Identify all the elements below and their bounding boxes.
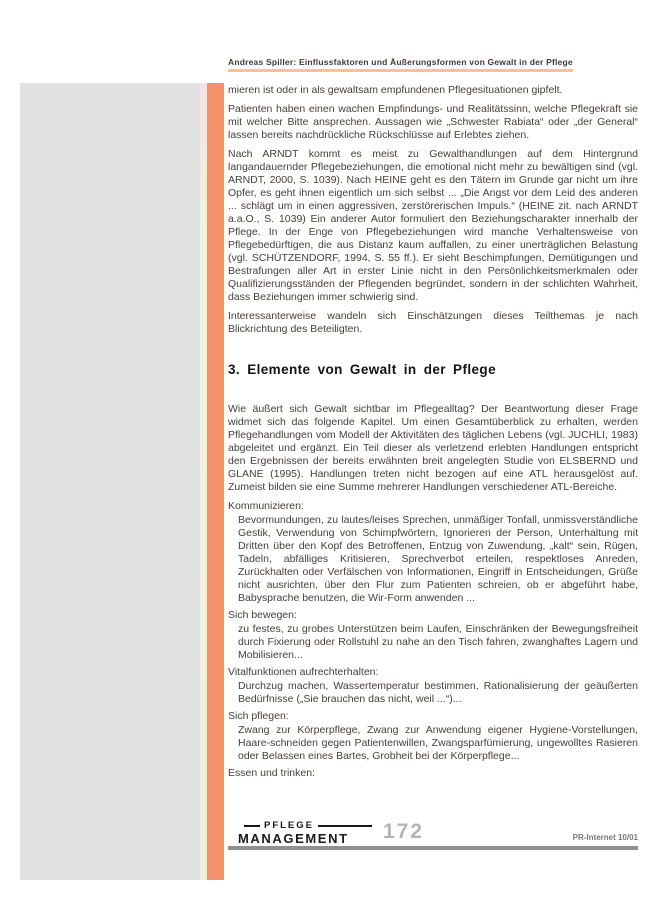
atl-text-kommunizieren: Bevormundungen, zu lautes/leises Sprechen, unmäßiger Tonfall, unmissverständliche Gestik, Verwendung von Schimpfwörtern, Ignorieren der Person, Unterhaltung mit Dritten über den Kopf des Betroffenen, Entzug von Zuwendung, „kalt“ sein, Rügen, Tadeln, abfälliges Kritisieren, Sprechverbot erteilen, respektloses Anreden, Zurückhalten oder Verfälschen von Informationen, Eingriff in Entscheidungen, Grüße nicht ausrichten, über den Flur zum Patienten schreien, ob er abgeführt habe, Babysprache benutzen, die Wir-Form anwenden ...: [238, 514, 638, 604]
logo-management-text: MANAGEMENT: [238, 831, 349, 846]
article-body: [228, 84, 638, 781]
pale-divider-strip: [200, 83, 207, 880]
atl-text-sich-bewegen: zu festes, zu grobes Unterstützen beim Laufen, Einschränken der Bewegungsfreiheit durch Fixierung oder Rollstuhl zu nahe an den Tisch fahren, zwanghaftes Lagern und Mobilisieren...: [238, 623, 638, 661]
atl-label-sich-bewegen: Sich bewegen:: [228, 609, 297, 621]
pflegemanagement-logo: [238, 820, 378, 846]
running-header-text: Andreas Spiller: Einflussfaktoren und Äußerungsformen von Gewalt in der Pflege: [228, 57, 573, 72]
paragraph: Patienten haben einen wachen Empfindungs- und Realitätssinn, welche Pflegekraft sie mit welcher Bitte ansprechen. Aussagen wie „Schwester Rabiata“ oder „der General“ lassen bereits nachdrückliche Rückschlüsse auf Erlebtes ziehen.: [228, 103, 638, 141]
atl-text-vitalfunktionen: Durchzug machen, Wassertemperatur bestimmen, Rationalisierung der geäußerten Bedürfnisse („Sie brauchen das nicht, weil ...“)...: [238, 680, 638, 705]
paragraph: Interessanterweise wandeln sich Einschätzungen dieses Teilthemas je nach Blickrichtung des Beteiligten.: [228, 310, 638, 335]
orange-accent-bar: [207, 83, 224, 880]
footer-divider-bar: [228, 846, 638, 850]
journal-issue-label: PR-Internet 10/01: [572, 833, 638, 842]
atl-text-sich-pflegen: Zwang zur Körperpflege, Zwang zur Anwendung eigener Hygiene-Vorstellungen, Haare-schneiden gegen Patientenwillen, Zwangsparfümierung, ungewolltes Rasieren oder Belassen eines Bartes, Grobheit bei der Körperpflege...: [238, 724, 638, 762]
paragraph: Nach ARNDT kommt es meist zu Gewalthandlungen auf dem Hintergrund langandauernder Pflegebeziehungen, die emotional nicht mehr zu bewältigen sind (vgl. ARNDT, 2000, S. 1039). Nach HEINE geht es den Tätern im Grunde gar nicht um ihre Opfer, es geht ihnen eigentlich um sich selbst ... „Die Angst vor dem Leid des anderen ... schlägt um in einen aggressiven, zerstörerischen Impuls.“ (HEINE zit. nach ARNDT a.a.O., S. 1039) Ein anderer Autor formuliert den Beziehungscharakter innerhalb der Pflege. In der Enge von Pflegebeziehungen wird manche Verhaltensweise von Pflegebedürftigen, die aus Distanz kaum auffallen, zu einer unerträglichen Belastung (vgl. SCHÜTZENDORF, 1994, S. 55 ff.). Er sieht Beschimpfungen, Demütigungen und Bestrafungen aller Art in erster Linie nicht in den Persönlichkeitsmerkmalen oder Qualifizierungsständen der Pflegenden begründet, sondern in der schlichten Wahrheit, dass Beziehungen immer schwierig sind.: [228, 148, 638, 303]
logo-top-row: [238, 820, 378, 831]
left-gray-panel: [20, 83, 200, 880]
logo-rule-right: [318, 825, 372, 827]
atl-label-vitalfunktionen: Vitalfunktionen aufrechterhalten:: [228, 666, 379, 678]
section-heading: 3. Elemente von Gewalt in der Pflege: [228, 362, 496, 377]
atl-label-essen-und-trinken: Essen und trinken:: [228, 767, 315, 779]
logo-rule-left: [244, 825, 260, 827]
atl-label-sich-pflegen: Sich pflegen:: [228, 710, 289, 722]
section-intro-paragraph: Wie äußert sich Gewalt sichtbar im Pflegealltag? Der Beantwortung dieser Frage widmet sich das folgende Kapitel. Um einen Gesamtüberblick zu erhalten, werden Pflegehandlungen vom Modell der Aktivitäten des täglichen Lebens (vgl. JUCHLI, 1983) abgeleitet und ergänzt. Ein Teil dieser als verletzend erlebten Handlungen entspricht den Ergebnissen der bereits erwähnten breit angelegten Studie von ELSBERND und GLANE (1995). Handlungen treten nicht bezogen auf eine ATL herausgelöst auf. Zumeist bilden sie eine Summe mehrerer Handlungen verschiedener ATL-Bereiche.: [228, 403, 638, 493]
atl-label-kommunizieren: Kommunizieren:: [228, 500, 304, 512]
page-number: 172: [383, 820, 425, 843]
running-header: [228, 57, 638, 72]
paragraph: mieren ist oder in als gewaltsam empfundenen Pflegesituationen gipfelt.: [228, 84, 563, 96]
logo-pflege-text: PFLEGE: [263, 820, 314, 831]
